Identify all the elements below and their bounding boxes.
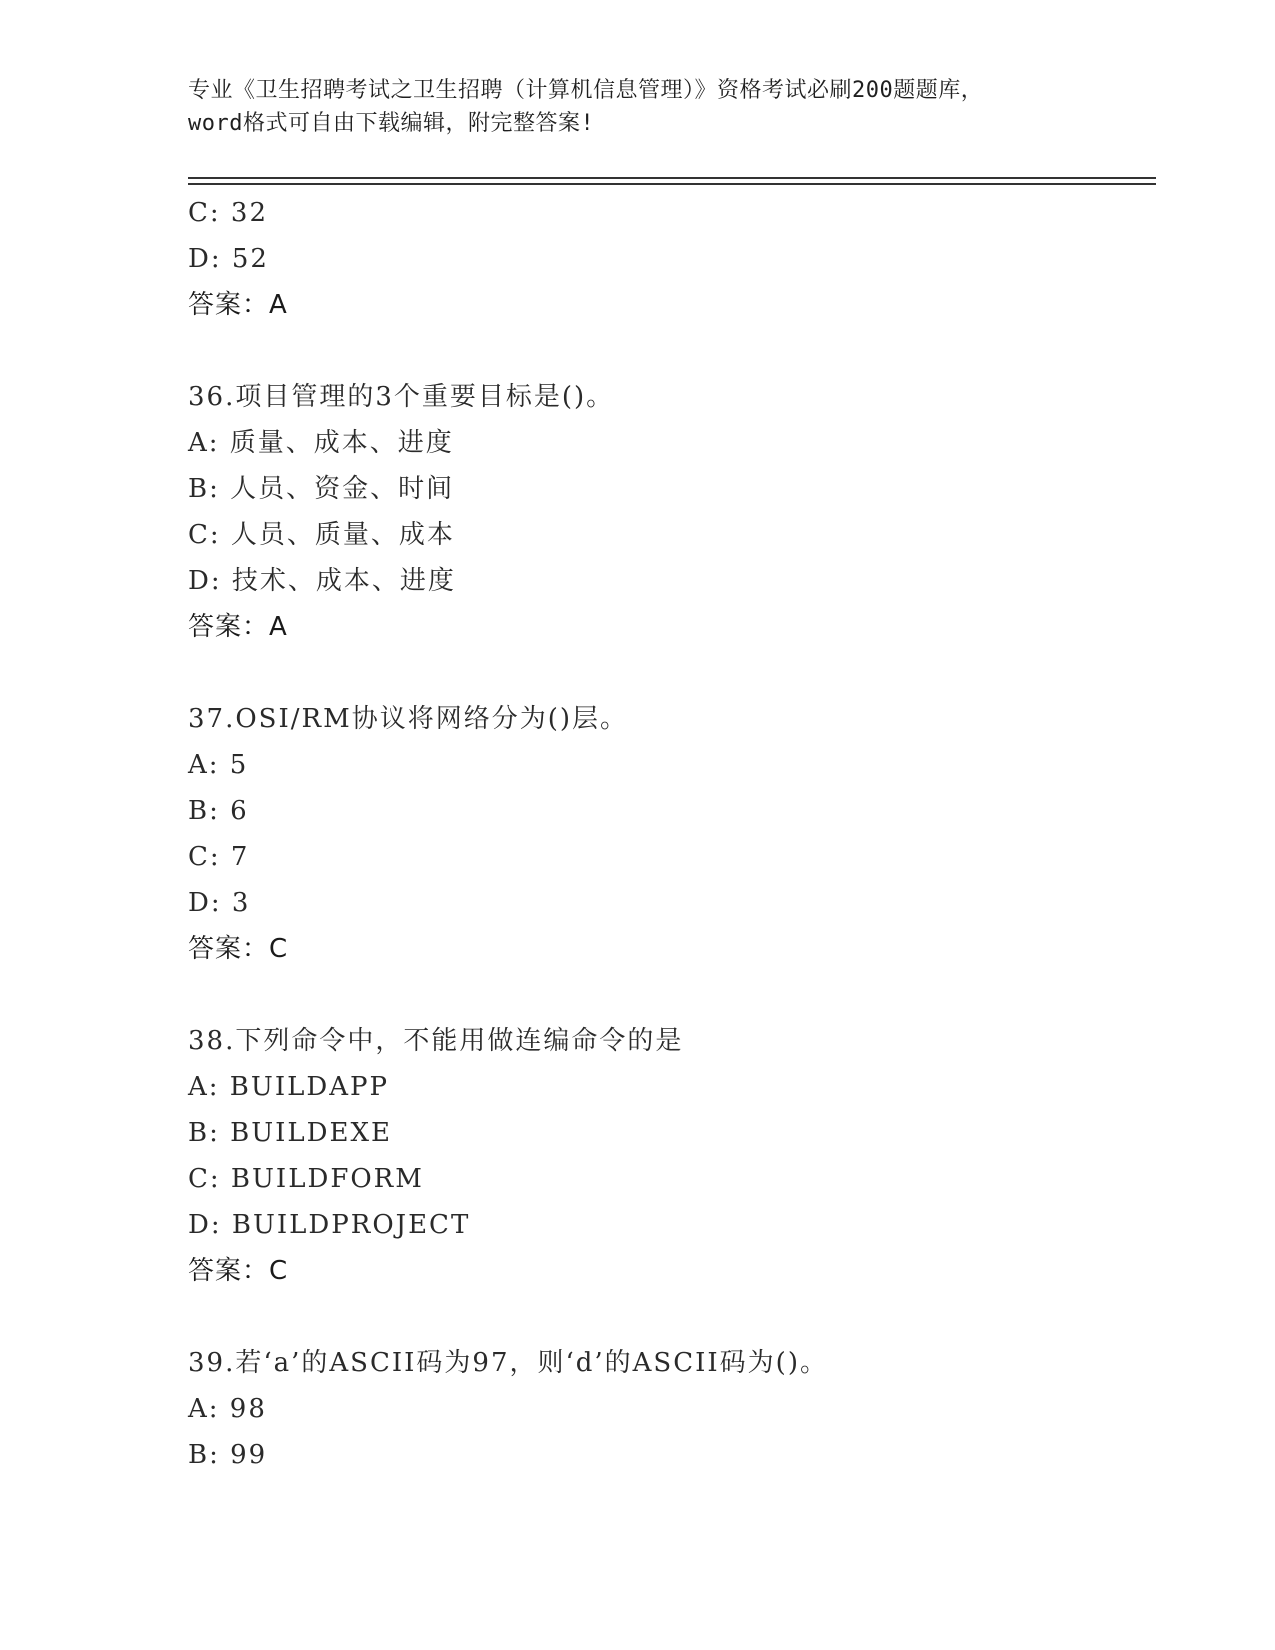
- option-b: B: 人员、资金、时间: [188, 474, 455, 504]
- option-b: B: 99: [188, 1440, 268, 1470]
- spacer: [188, 328, 1148, 374]
- option-a: A: 5: [188, 750, 249, 780]
- spacer: [188, 650, 1148, 696]
- option-a: A: 质量、成本、进度: [188, 428, 454, 458]
- header-divider-bottom: [188, 183, 1156, 185]
- question-stem: 39.若‘a’的ASCII码为97，则‘d’的ASCII码为()。: [188, 1348, 828, 1378]
- option-c: C: BUILDFORM: [188, 1164, 424, 1194]
- header-divider-top: [188, 177, 1156, 179]
- option-d: D: 技术、成本、进度: [188, 566, 456, 596]
- question-36: [188, 374, 1148, 650]
- spacer: [188, 972, 1148, 1018]
- option-b: B: 6: [188, 796, 249, 826]
- option-d: D: 52: [188, 244, 269, 274]
- option-b: B: BUILDEXE: [188, 1118, 392, 1148]
- option-d: D: 3: [188, 888, 251, 918]
- page-header: [188, 74, 1088, 140]
- header-line-1: 专业《卫生招聘考试之卫生招聘（计算机信息管理）》资格考试必刷200题题库，: [188, 78, 984, 103]
- question-39: [188, 1340, 1148, 1478]
- option-a: A: BUILDAPP: [188, 1072, 389, 1102]
- question-35-tail: [188, 190, 1148, 328]
- option-c: C: 人员、质量、成本: [188, 520, 455, 550]
- question-list: [188, 190, 1148, 1478]
- question-stem: 38.下列命令中，不能用做连编命令的是: [188, 1026, 684, 1056]
- option-c: C: 32: [188, 198, 269, 228]
- answer: 答案：C: [188, 934, 289, 964]
- question-stem: 36.项目管理的3个重要目标是()。: [188, 382, 615, 412]
- spacer: [188, 1294, 1148, 1340]
- option-c: C: 7: [188, 842, 250, 872]
- answer: 答案：A: [188, 290, 288, 320]
- answer: 答案：A: [188, 612, 288, 642]
- question-37: [188, 696, 1148, 972]
- question-stem: 37.OSI/RM协议将网络分为()层。: [188, 704, 628, 734]
- answer: 答案：C: [188, 1256, 289, 1286]
- option-a: A: 98: [188, 1394, 267, 1424]
- header-line-2: word格式可自由下载编辑，附完整答案!: [188, 111, 595, 136]
- question-38: [188, 1018, 1148, 1294]
- option-d: D: BUILDPROJECT: [188, 1210, 471, 1240]
